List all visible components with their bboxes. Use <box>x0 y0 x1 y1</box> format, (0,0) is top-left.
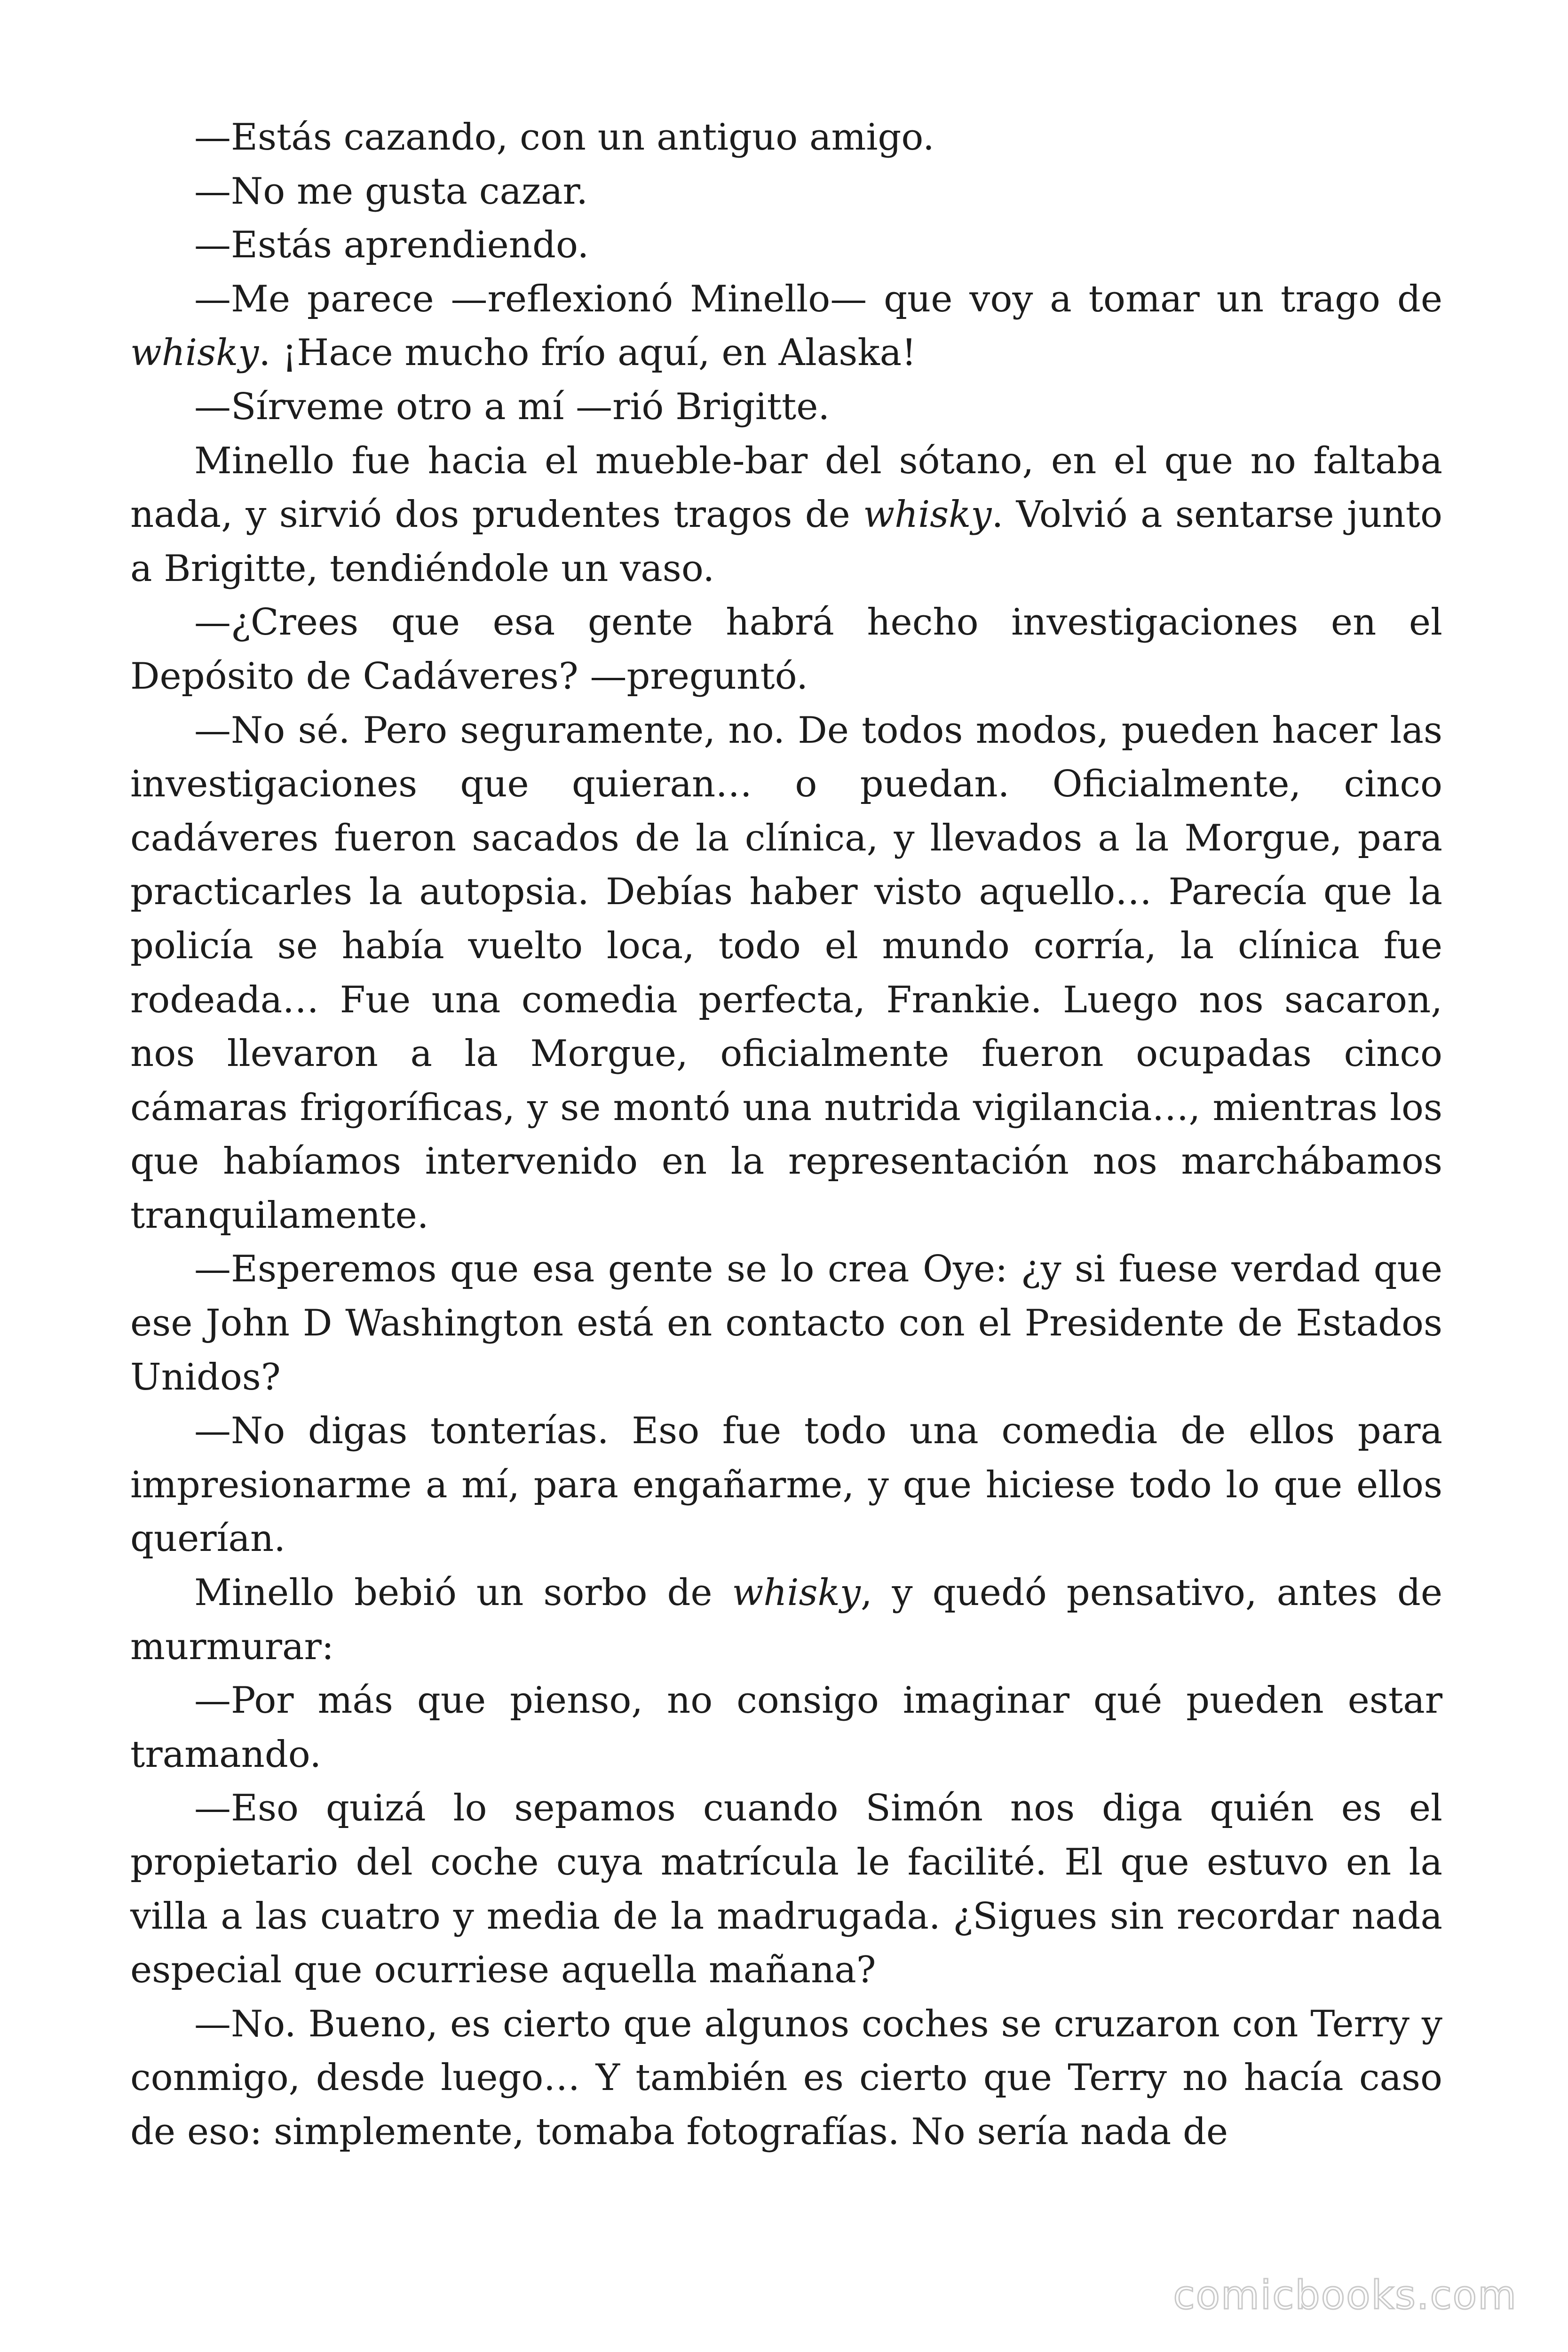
paragraph <box>130 434 1442 596</box>
text-run: —No sé. Pero seguramente, no. De todos modos, pueden hacer las investigaciones que quieran… o puedan. Oficialmente, cinco cadáveres fueron sacados de la clínica, y llevados a la Morgue, para practicarles la autopsia. Debías haber visto aquello… Parecía que la policía se había vuelto loca, todo el mundo corría, la clínica fue rodeada… Fue una comedia perfecta, Frankie. Luego nos sacaron, nos llevaron a la Morgue, oficialmente fueron ocupadas cinco cámaras frigoríficas, y se montó una nutrida vigilancia…, mientras los que habíamos intervenido en la representación nos marchábamos tranquilamente. <box>130 709 1442 1237</box>
text-run: —¿Crees que esa gente habrá hecho investigaciones en el Depósito de Cadáveres? —preguntó. <box>130 601 1442 698</box>
paragraph <box>130 1242 1442 1404</box>
paragraph <box>130 111 1442 165</box>
text-run: Minello bebió un sorbo de <box>194 1572 732 1614</box>
paragraph <box>130 704 1442 1243</box>
text-run: —Por más que pienso, no consigo imaginar qué pueden estar tramando. <box>130 1679 1442 1776</box>
text-run: , y quedó pensativo, antes de murmurar: <box>130 1572 1442 1668</box>
text-run: . ¡Hace mucho frío aquí, en Alaska! <box>259 332 917 374</box>
paragraph <box>130 218 1442 272</box>
paragraph <box>130 165 1442 219</box>
paragraph <box>130 380 1442 434</box>
paragraph <box>130 1781 1442 1997</box>
watermark: comicbooks.com <box>1173 2272 1517 2318</box>
text-run: Minello fue hacia el mueble-bar del sótano, en el que no faltaba nada, y sirvió dos prudentes tragos de <box>130 439 1442 536</box>
paragraph <box>130 272 1442 380</box>
text-run: —Estás aprendiendo. <box>194 224 589 267</box>
text-run: —Estás cazando, con un antiguo amigo. <box>194 116 934 159</box>
body-text <box>130 111 1442 2159</box>
text-run: —Eso quizá lo sepamos cuando Simón nos diga quién es el propietario del coche cuya matrícula le facilité. El que estuvo en la villa a las cuatro y media de la madrugada. ¿Sigues sin recordar nada especial que ocurriese aquella mañana? <box>130 1787 1442 1992</box>
text-run: . Volvió a sentarse junto a Brigitte, tendiéndole un vaso. <box>130 493 1442 590</box>
paragraph <box>130 1404 1442 1566</box>
italic-run: whisky <box>130 332 259 374</box>
text-run: —No. Bueno, es cierto que algunos coches se cruzaron con Terry y conmigo, desde luego… Y también es cierto que Terry no hacía caso de eso: simplemente, tomaba fotografías. No sería nada de <box>130 2002 1442 2153</box>
paragraph <box>130 596 1442 703</box>
italic-run: whisky <box>732 1572 861 1614</box>
paragraph <box>130 1997 1442 2159</box>
text-run: —No me gusta cazar. <box>194 170 588 213</box>
paragraph <box>130 1674 1442 1781</box>
paragraph <box>130 1566 1442 1674</box>
text-run: —Esperemos que esa gente se lo crea Oye: ¿y si fuese verdad que ese John D Washington está en contacto con el Presidente de Estados Unidos? <box>130 1248 1442 1398</box>
text-run: —No digas tonterías. Eso fue todo una comedia de ellos para impresionarme a mí, para engañarme, y que hiciese todo lo que ellos querían. <box>130 1410 1442 1560</box>
text-run: —Me parece —reflexionó Minello— que voy a tomar un trago de <box>194 278 1442 320</box>
italic-run: whisky <box>863 493 992 536</box>
text-run: —Sírveme otro a mí —rió Brigitte. <box>194 385 830 428</box>
